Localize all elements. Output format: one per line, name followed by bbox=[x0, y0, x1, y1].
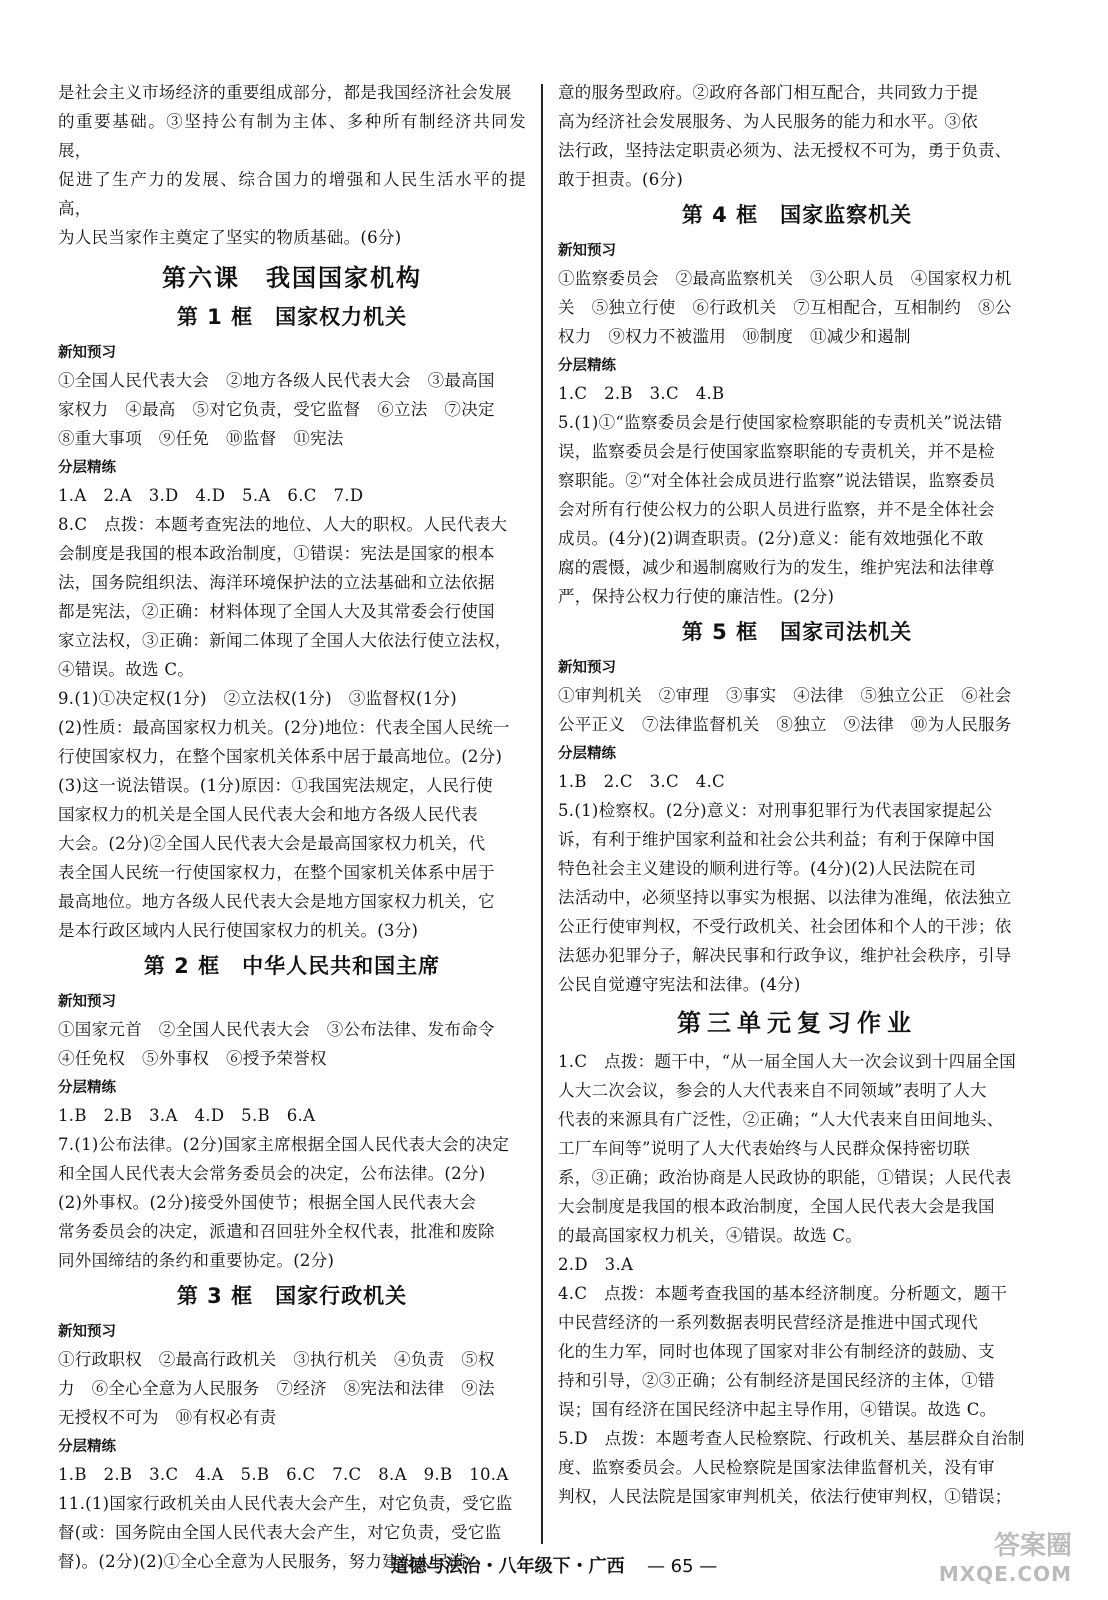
column-divider bbox=[541, 84, 543, 1544]
text-line: ①监察委员会 ②最高监察机关 ③公职人员 ④国家权力机 bbox=[558, 269, 1012, 288]
text-line: ④任免权 ⑤外事权 ⑥授予荣誉权 bbox=[58, 1049, 327, 1068]
text-line: 11.(1)国家行政机关由人民代表大会产生，对它负责，受它监 bbox=[58, 1494, 513, 1513]
text-line: 1.C 点拨：题干中，“从一届全国人大一次会议到十四届全国 bbox=[558, 1052, 1017, 1071]
lesson-title: 第六课 我国国家机构 bbox=[162, 264, 422, 292]
watermark-text: 答案圈 bbox=[993, 1531, 1072, 1561]
text-line: 是社会主义市场经济的重要组成部分，都是我国经济社会发展 bbox=[58, 83, 512, 102]
text-line: 成员。(4分)(2)调查职责。(2分)意义：能有效地强化不敢 bbox=[558, 529, 984, 548]
text-line: 腐的震慑，减少和遏制腐败行为的发生，维护宪法和法律尊 bbox=[558, 558, 995, 577]
text-line: 大会制度是我国的根本政治制度，全国人民代表大会是我国 bbox=[558, 1197, 995, 1216]
text-line: 最高地位。地方各级人民代表大会是地方国家权力机关，它 bbox=[58, 892, 495, 911]
subsection-heading: 新知预习 bbox=[558, 660, 616, 676]
right-intro bbox=[558, 78, 1036, 194]
text-line: 特色社会主义建设的顺利进行等。(4分)(2)人民法院在司 bbox=[558, 859, 977, 878]
watermark-logo bbox=[939, 1525, 1072, 1586]
text-line: 1.C 2.B 3.C 4.B bbox=[558, 384, 725, 403]
text-line: 8.C 点拨：本题考查宪法的地位、人大的职权。人民代表大 bbox=[58, 515, 508, 534]
text-line: 9.(1)①决定权(1分) ②立法权(1分) ③监督权(1分) bbox=[58, 689, 458, 708]
text-line: 督(或：国务院由全国人民代表大会产生，对它负责，受它监 bbox=[58, 1523, 502, 1542]
left-column bbox=[58, 78, 526, 1576]
text-line: 同外国缔结的条约和重要协定。(2分) bbox=[58, 1251, 335, 1270]
frame-2-section bbox=[58, 949, 526, 1275]
text-line: ④错误。故选 C。 bbox=[58, 660, 195, 679]
unit-title: 第三单元复习作业 bbox=[677, 1008, 917, 1037]
text-line: 国家权力的机关是全国人民代表大会和地方各级人民代表 bbox=[58, 805, 478, 824]
text-line: 诉，有利于维护国家利益和社会公共利益；有利于保障中国 bbox=[558, 830, 995, 849]
frame-3-section bbox=[58, 1279, 526, 1576]
text-line: 5.D 点拨：本题考查人民检察院、行政机关、基层群众自治制 bbox=[558, 1429, 1025, 1448]
subsection-heading: 新知预习 bbox=[58, 1324, 116, 1340]
frame-title: 第 1 框 国家权力机关 bbox=[176, 305, 408, 329]
text-line: 法惩办犯罪分子，解决民事和行政争议，维护社会秩序，引导 bbox=[558, 946, 1012, 965]
text-line: 7.(1)公布法律。(2分)国家主席根据全国人民代表大会的决定 bbox=[58, 1135, 510, 1154]
text-line: 会对所有行使公权力的公职人员进行监察，并不是全体社会 bbox=[558, 500, 995, 519]
text-line: 家立法权，③正确：新闻二体现了全国人大依法行使立法权， bbox=[58, 631, 512, 650]
frame-1-section bbox=[58, 300, 526, 945]
frame-title: 第 3 框 国家行政机关 bbox=[176, 1284, 408, 1308]
text-line: 误；国有经济在国民经济中起主导作用，④错误。故选 C。 bbox=[558, 1400, 997, 1419]
text-line: 法，国务院组织法、海洋环境保护法的立法基础和立法依据 bbox=[58, 573, 495, 592]
subsection-heading: 新知预习 bbox=[58, 994, 116, 1010]
text-line: 4.C 点拨：本题考查我国的基本经济制度。分析题文，题干 bbox=[558, 1284, 1008, 1303]
subsection-heading: 分层精练 bbox=[58, 460, 116, 476]
right-column bbox=[558, 78, 1036, 1511]
text-line: ①审判机关 ②审理 ③事实 ④法律 ⑤独立公正 ⑥社会 bbox=[558, 686, 1012, 705]
subsection-heading: 分层精练 bbox=[58, 1439, 116, 1455]
text-line: 的最高国家权力机关，④错误。故选 C。 bbox=[558, 1226, 863, 1245]
text-line: 家权力 ④最高 ⑤对它负责，受它监督 ⑥立法 ⑦决定 bbox=[58, 400, 495, 419]
text-line: 为人民当家作主奠定了坚实的物质基础。(6分) bbox=[58, 228, 402, 247]
text-line: (2)性质：最高国家权力机关。(2分)地位：代表全国人民统一 bbox=[58, 718, 510, 737]
text-line: 行使国家权力，在整个国家机关体系中居于最高地位。(2分) bbox=[58, 747, 503, 766]
text-line: 力 ⑥全心全意为人民服务 ⑦经济 ⑧宪法和法律 ⑨法 bbox=[58, 1379, 495, 1398]
text-line: 公民自觉遵守宪法和法律。(4分) bbox=[558, 975, 801, 994]
text-line: 1.B 2.B 3.C 4.A 5.B 6.C 7.C 8.A 9.B 10.A bbox=[58, 1465, 509, 1484]
text-line: 是本行政区域内人民行使国家权力的机关。(3分) bbox=[58, 921, 419, 940]
text-line: 大会。(2分)②全国人民代表大会是最高国家权力机关，代 bbox=[58, 834, 486, 853]
text-line: 5.(1)检察权。(2分)意义：对刑事犯罪行为代表国家提起公 bbox=[558, 801, 993, 820]
text-line: 法活动中，必须坚持以事实为根据、以法律为准绳，依法独立 bbox=[558, 888, 1012, 907]
text-line: 察职能。②“对全体社会成员进行监察”说法错误，监察委员 bbox=[558, 471, 996, 490]
subsection-heading: 分层精练 bbox=[58, 1080, 116, 1096]
frame-title: 第 5 框 国家司法机关 bbox=[681, 620, 913, 644]
left-intro bbox=[58, 78, 526, 252]
text-line: (3)这一说法错误。(1分)原因：①我国宪法规定，人民行使 bbox=[58, 776, 493, 795]
text-line: 会制度是我国的根本政治制度，①错误：宪法是国家的根本 bbox=[58, 544, 495, 563]
frame-title: 第 4 框 国家监察机关 bbox=[681, 203, 913, 227]
text-line: 持和引导，②③正确；公有制经济是国民经济的主体，①错 bbox=[558, 1371, 995, 1390]
text-line: 敢于担责。(6分) bbox=[558, 170, 684, 189]
text-line: 法行政，坚持法定职责必须为、法无授权不可为，勇于负责、 bbox=[558, 141, 1012, 160]
text-line: 代表的来源具有广泛性，②正确；“人大代表来自田间地头、 bbox=[558, 1110, 1004, 1129]
text-line: 1.A 2.A 3.D 4.D 5.A 6.C 7.D bbox=[58, 486, 364, 505]
text-line: ①国家元首 ②全国人民代表大会 ③公布法律、发布命令 bbox=[58, 1020, 495, 1039]
text-line: 无授权不可为 ⑩有权必有责 bbox=[58, 1408, 277, 1427]
subsection-heading: 新知预习 bbox=[58, 345, 116, 361]
text-line: 度、监察委员会。人民检察院是国家法律监督机关，没有审 bbox=[558, 1458, 995, 1477]
text-line: 意的服务型政府。②政府各部门相互配合，共同致力于提 bbox=[558, 83, 978, 102]
page-number: — 65 — bbox=[646, 1556, 718, 1577]
text-line: 系，③正确；政治协商是人民政协的职能，①错误；人民代表 bbox=[558, 1168, 1012, 1187]
watermark-url: MXQE.COM bbox=[938, 1562, 1072, 1586]
frame-4-section bbox=[558, 198, 1036, 611]
text-line: 关 ⑤独立行使 ⑥行政机关 ⑦互相配合，互相制约 ⑧公 bbox=[558, 298, 1012, 317]
text-line: ①全国人民代表大会 ②地方各级人民代表大会 ③最高国 bbox=[58, 371, 495, 390]
text-line: 都是宪法，②正确：材料体现了全国人大及其常委会行使国 bbox=[58, 602, 495, 621]
text-line: 人大二次会议，参会的人大代表来自不同领域”表明了人大 bbox=[558, 1081, 987, 1100]
text-line: 5.(1)①“监察委员会是行使国家检察职能的专责机关”说法错 bbox=[558, 413, 1003, 432]
text-line: 1.B 2.C 3.C 4.C bbox=[558, 772, 725, 791]
subsection-heading: 分层精练 bbox=[558, 358, 616, 374]
frame-5-section bbox=[558, 615, 1036, 999]
text-line: 化的生力军，同时也体现了国家对非公有制经济的鼓励、支 bbox=[558, 1342, 995, 1361]
text-line: (2)外事权。(2分)接受外国使节；根据全国人民代表大会 bbox=[58, 1193, 477, 1212]
text-line: 中民营经济的一系列数据表明民营经济是推进中国式现代 bbox=[558, 1313, 978, 1332]
text-line: 高为经济社会发展服务、为人民服务的能力和水平。③依 bbox=[558, 112, 978, 131]
text-line: 常务委员会的决定，派遣和召回驻外全权代表，批准和废除 bbox=[58, 1222, 495, 1241]
text-line: 误，监察委员会是行使国家监察职能的专责机关，并不是检 bbox=[558, 442, 995, 461]
text-line: 权力 ⑨权力不被滥用 ⑩制度 ⑪减少和遏制 bbox=[558, 327, 911, 346]
frame-title: 第 2 框 中华人民共和国主席 bbox=[143, 954, 441, 978]
text-line: 公平正义 ⑦法律监督机关 ⑧独立 ⑨法律 ⑩为人民服务 bbox=[558, 715, 1012, 734]
text-line: 判权，人民法院是国家审判机关，依法行使审判权，①错误； bbox=[558, 1487, 1012, 1506]
subsection-heading: 分层精练 bbox=[558, 746, 616, 762]
text-line: 促进了生产力的发展、综合国力的增强和人民生活水平的提高， bbox=[58, 170, 526, 218]
footer-subject: 道德与法治・八年级下・广西 bbox=[390, 1556, 625, 1577]
subsection-heading: 新知预习 bbox=[558, 243, 616, 259]
text-line: 公正行使审判权，不受行政机关、社会团体和个人的干涉；依 bbox=[558, 917, 1012, 936]
text-line: 的重要基础。③坚持公有制为主体、多种所有制经济共同发展， bbox=[58, 112, 526, 160]
text-line: 严，保持公权力行使的廉洁性。(2分) bbox=[558, 587, 835, 606]
text-line: 督)。(2分)(2)①全心全意为人民服务，努力建设人民满 bbox=[58, 1552, 467, 1571]
text-line: 工厂车间等”说明了人大代表始终与人民群众保持密切联 bbox=[558, 1139, 970, 1158]
text-line: 和全国人民代表大会常务委员会的决定，公布法律。(2分) bbox=[58, 1164, 486, 1183]
text-line: ①行政职权 ②最高行政机关 ③执行机关 ④负责 ⑤权 bbox=[58, 1350, 495, 1369]
text-line: 1.B 2.B 3.A 4.D 5.B 6.A bbox=[58, 1106, 316, 1125]
text-line: ⑧重大事项 ⑨任免 ⑩监督 ⑪宪法 bbox=[58, 429, 344, 448]
text-line: 表全国人民统一行使国家权力，在整个国家机关体系中居于 bbox=[58, 863, 495, 882]
text-line: 2.D 3.A bbox=[558, 1255, 634, 1274]
unit-review-section bbox=[558, 1005, 1036, 1511]
